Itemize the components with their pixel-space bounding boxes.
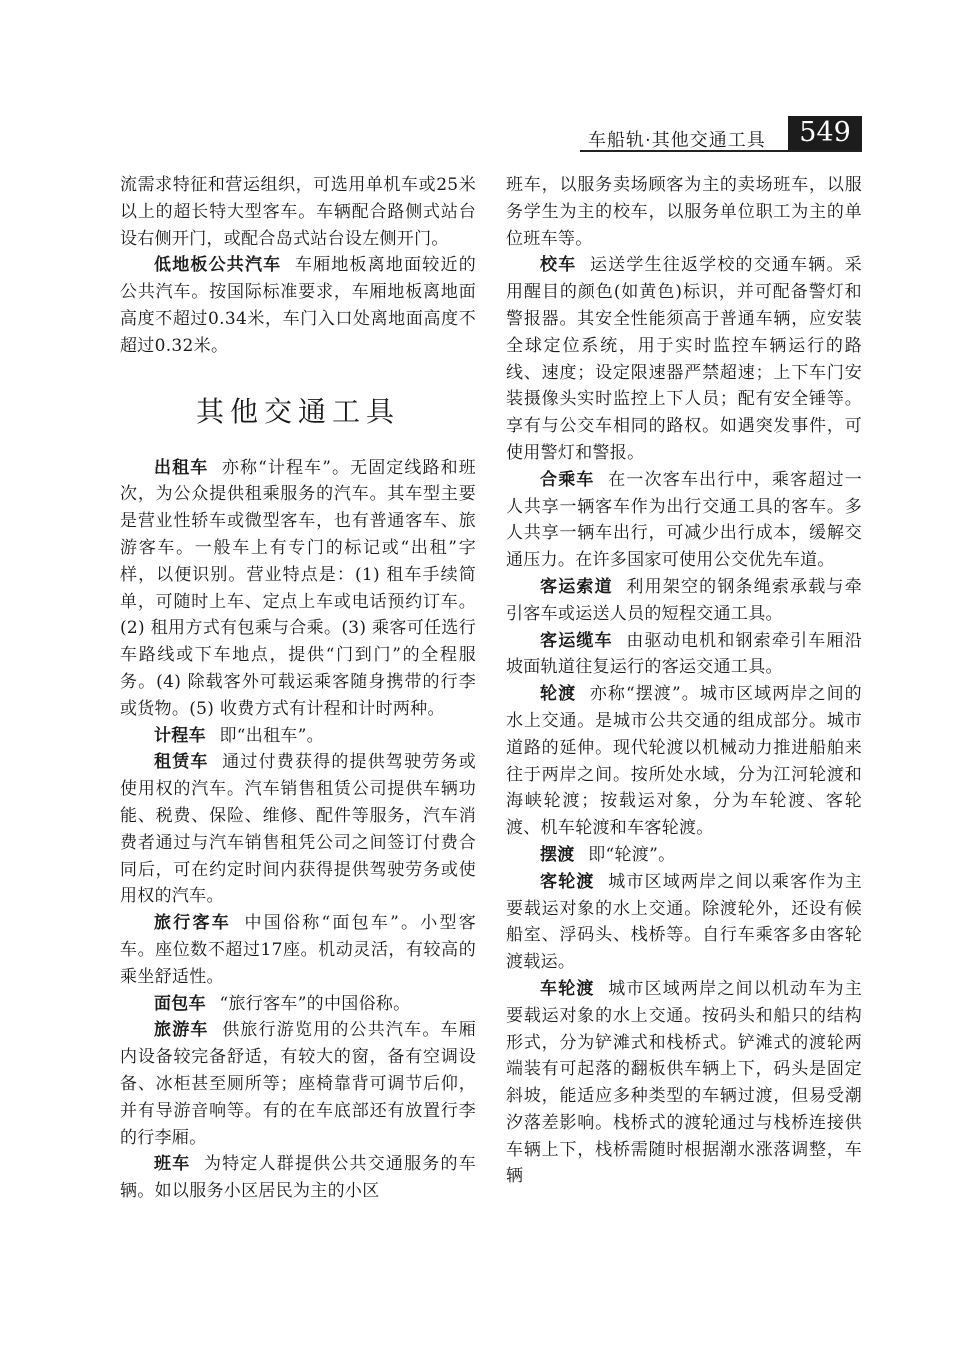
entry-text: 亦称“计程车”。无固定线路和班次，为公众提供租乘服务的汽车。其车型主要是营业性轿车或微型客车，也有普通客车、旅游客车。一般车上有专门的标记或“出租”字样，以便识别。营业特点是：(1) 租车手续简单，可随时上车、定点上车或电话预约订车。(2) 租用方式有包乘与合乘。(3) 乘客可任选行车路线或下车地点，提供“门到门”的全程服务。(4) 除载客外可载运乘客随身携带的行李或货物。(5) 收费方式有计程和计时两种。 bbox=[120, 457, 476, 719]
entry-text: 由驱动电机和钢索牵引车厢沿坡面轨道往复运行的客运交通工具。 bbox=[506, 630, 862, 678]
entry-text: 为特定人群提供公共交通服务的车辆。如以服务小区居民为主的小区 bbox=[120, 1154, 476, 1202]
page-number: 549 bbox=[788, 116, 862, 150]
entry-low-floor-bus bbox=[120, 252, 476, 359]
entry-rental-car bbox=[120, 749, 476, 910]
entry-metered-car bbox=[120, 723, 476, 750]
entry-travel-coach bbox=[120, 910, 476, 990]
entry-text: 即“出租车”。 bbox=[219, 725, 324, 746]
entry-cable-car bbox=[506, 628, 862, 682]
entry-carpool bbox=[506, 467, 862, 574]
entry-term: 旅行客车 bbox=[154, 913, 231, 934]
entry-term: 合乘车 bbox=[540, 469, 595, 490]
entry-vehicle-ferry bbox=[506, 976, 862, 1190]
entry-text: 中国俗称“面包车”。小型客车。座位数不超过17座。机动灵活，有较高的乘坐舒适性。 bbox=[120, 913, 477, 987]
entry-text: 城市区域两岸之间以机动车为主要载运对象的水上交通。按码头和船只的结构形式，分为铲滩式和栈桥式。铲滩式的渡轮两端装有可起落的翻板供车辆上下，码头是固定斜坡，能适应多种类型的车辆过渡，但易受潮汐落差影响。栈桥式的渡轮通过与栈桥连接供车辆上下，栈桥需随时根据潮水涨落调整，车辆 bbox=[506, 978, 863, 1187]
entry-term: 面包车 bbox=[154, 993, 206, 1014]
right-column bbox=[506, 172, 862, 1190]
paragraph-continuation: 流需求特征和营运组织，可选用单机车或25米以上的超长特大型客车。车辆配合路侧式站台设右侧开门，或配合岛式站台设左侧开门。 bbox=[120, 175, 476, 249]
entry-tour-bus bbox=[120, 1017, 476, 1151]
entry-term: 出租车 bbox=[154, 457, 209, 478]
running-header-title: 车船轨·其他交通工具 bbox=[588, 130, 766, 151]
entry-taxi bbox=[120, 455, 476, 723]
entry-ferry bbox=[506, 681, 862, 842]
paragraph-continuation: 班车，以服务卖场顾客为主的卖场班车，以服务学生为主的校车，以服务单位职工为主的单位班车等。 bbox=[506, 175, 862, 249]
entry-text: 在一次客车出行中，乘客超过一人共享一辆客车作为出行交通工具的客车。多人共享一辆车出行，可减少出行成本，缓解交通压力。在许多国家可使用公交优先车道。 bbox=[506, 469, 863, 571]
entry-term: 旅游车 bbox=[154, 1020, 209, 1041]
entry-term: 客轮渡 bbox=[540, 871, 595, 892]
entry-term: 校车 bbox=[540, 255, 577, 276]
entry-term: 客运缆车 bbox=[540, 630, 613, 651]
entry-school-bus bbox=[506, 252, 862, 466]
entry-text: 利用架空的钢条绳索承载与牵引客车或运送人员的短程交通工具。 bbox=[506, 576, 862, 624]
entry-term: 计程车 bbox=[154, 725, 206, 746]
entry-text: “旅行客车”的中国俗称。 bbox=[219, 993, 411, 1014]
entry-term: 客运索道 bbox=[540, 576, 613, 597]
entry-text: 供旅行游览用的公共汽车。车厢内设备较完备舒适，有较大的窗，备有空调设备、冰柜甚至厕所等；座椅靠背可调节后仰，并有导游音响等。有的在车底部还有放置行李的行李厢。 bbox=[120, 1020, 477, 1148]
entry-term: 摆渡 bbox=[540, 844, 575, 865]
entry-term: 低地板公共汽车 bbox=[154, 255, 282, 276]
entry-term: 班车 bbox=[154, 1154, 191, 1175]
entry-text: 运送学生往返学校的交通车辆。采用醒目的颜色(如黄色)标识，并可配备警灯和警报器。其安全性能须高于普通车辆，应安装全球定位系统，用于实时监控车辆运行的路线、速度；设定限速器严禁超速；上下车门安装摄像头实时监控上下人员；配有安全锤等。享有与公交车相同的路权。如遇突发事件，可使用警灯和警报。 bbox=[506, 255, 862, 463]
entry-shuttle-bus bbox=[120, 1151, 476, 1205]
entry-text: 即“轮渡”。 bbox=[588, 844, 676, 865]
entry-passenger-ropeway bbox=[506, 574, 862, 628]
entry-term: 轮渡 bbox=[540, 684, 577, 705]
entry-ferrying bbox=[506, 842, 862, 869]
left-column bbox=[120, 172, 476, 1205]
entry-term: 车轮渡 bbox=[540, 978, 595, 999]
section-heading: 其他交通工具 bbox=[195, 394, 400, 428]
entry-text: 城市区域两岸之间以乘客作为主要载运对象的水上交通。除渡轮外，还设有候船室、浮码头、栈桥等。自行车乘客多由客轮渡载运。 bbox=[506, 871, 863, 973]
entry-text: 车厢地板离地面较近的公共汽车。按国际标准要求，车厢地板离地面高度不超过0.34米，车门入口处离地面高度不超过0.32米。 bbox=[120, 255, 476, 356]
entry-text: 通过付费获得的提供驾驶劳务或使用权的汽车。汽车销售租赁公司提供车辆功能、税费、保险、维修、配件等服务，汽车消费者通过与汽车销售租凭公司之间签订付费合同后，可在约定时间内获得提供驾驶劳务或使用权的汽车。 bbox=[120, 752, 477, 907]
entry-term: 租赁车 bbox=[154, 752, 209, 773]
running-header bbox=[580, 116, 862, 152]
entry-minibus bbox=[120, 991, 476, 1018]
entry-passenger-ferry bbox=[506, 869, 862, 976]
entry-text: 亦称“摆渡”。城市区域两岸之间的水上交通。是城市公共交通的组成部分。城市道路的延伸。现代轮渡以机械动力推进船舶来往于两岸之间。按所处水域，分为江河轮渡和海峡轮渡；按载运对象，分为车轮渡、客轮渡、机车轮渡和车客轮渡。 bbox=[506, 684, 862, 839]
